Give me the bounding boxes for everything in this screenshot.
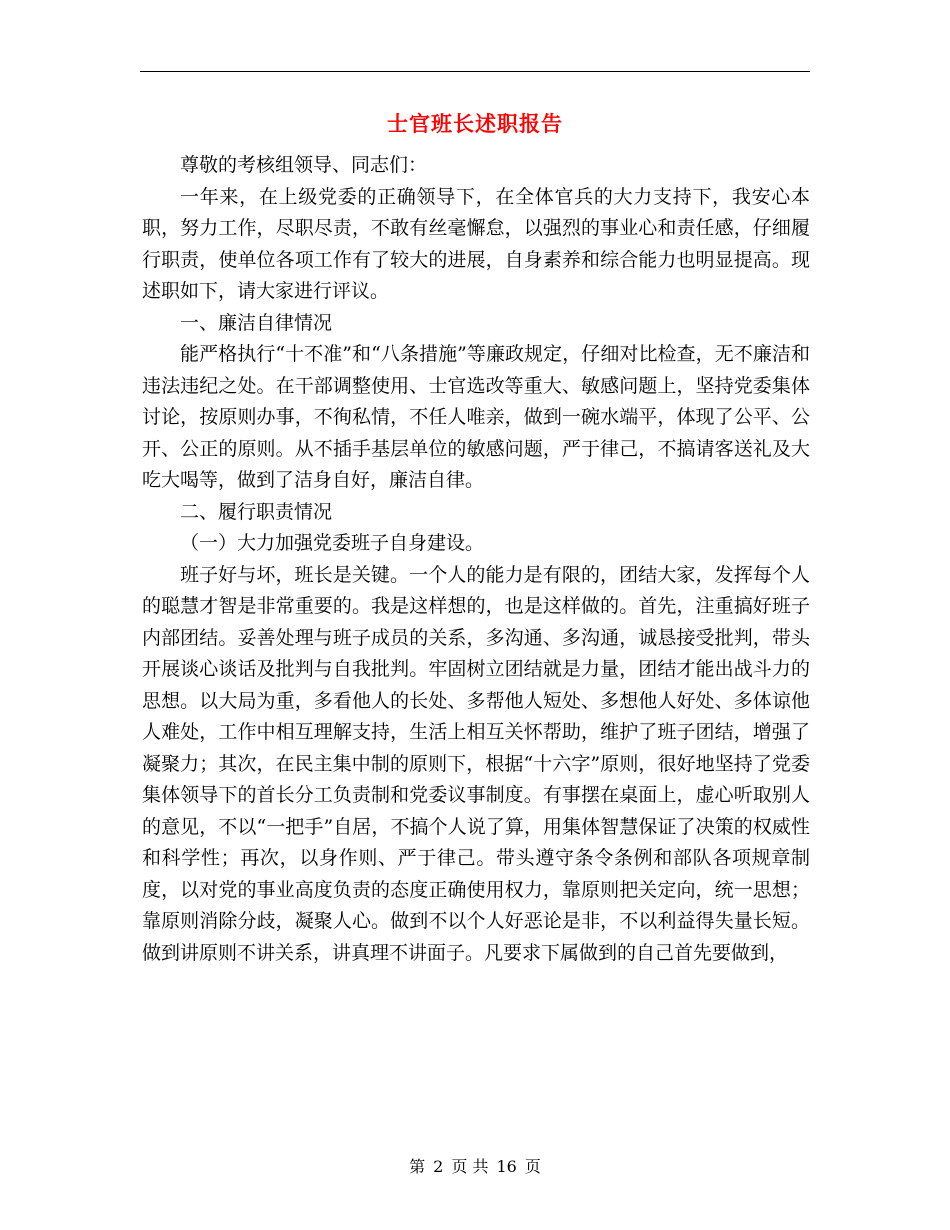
footer-total-pages: 16 <box>496 1157 517 1176</box>
footer-page-number: 2 <box>433 1157 444 1176</box>
footer-prefix: 第 <box>409 1157 426 1176</box>
header-rule <box>140 71 810 72</box>
section-heading-2: 二、履行职责情况 <box>180 500 333 523</box>
document-body <box>142 150 810 969</box>
paragraph-integrity: 能严格执行“十不准”和“八条措施”等廉政规定，仔细对比检查，无不廉洁和违法违纪之处。在干部调整使用、士官选改等重大、敏感问题上，坚持党委集体讨论，按原则办事，不徇私情，不任人唯亲，做到一碗水端平，体现了公平、公开、公正的原则。从不插手基层单位的敏感问题，严于律己，不搞请客送礼及大吃大喝等，做到了洁身自好，廉洁自律。 <box>142 343 810 491</box>
paragraph-intro: 一年来，在上级党委的正确领导下，在全体官兵的大力支持下，我安心本职，努力工作，尽职尽责，不敢有丝毫懈怠，以强烈的事业心和责任感，仔细履行职责，使单位各项工作有了较大的进展，自身素养和综合能力也明显提高。现述职如下，请大家进行评议。 <box>142 185 810 302</box>
paragraph-team-building: 班子好与坏，班长是关键。一个人的能力是有限的，团结大家，发挥每个人的聪慧才智是非常重要的。我是这样想的，也是这样做的。首先，注重搞好班子内部团结。妥善处理与班子成员的关系，多沟通、多沟通，诚恳接受批判，带头开展谈心谈话及批判与自我批判。牢固树立团结就是力量，团结才能出战斗力的思想。以大局为重，多看他人的长处、多帮他人短处、多想他人好处、多体谅他人难处，工作中相互理解支持，生活上相互关怀帮助，维护了班子团结，增强了凝聚力；其次，在民主集中制的原则下，根据“十六字”原则，很好地坚持了党委集体领导下的首长分工负责制和党委议事制度。有事摆在桌面上，虚心听取别人的意见，不以“一把手”自居，不搞个人说了算，用集体智慧保证了决策的权威性和科学性；再次，以身作则、严于律己。带头遵守条令条例和部队各项规章制度，以对党的事业高度负责的态度正确使用权力，靠原则把关定向，统一思想；靠原则消除分歧，凝聚人心。做到不以个人好恶论是非，不以利益得失量长短。做到讲原则不讲关系，讲真理不讲面子。凡要求下属做到的自己首先要做到， <box>142 563 810 964</box>
page-footer <box>0 1154 950 1177</box>
section-heading-1: 一、廉洁自律情况 <box>180 311 333 334</box>
footer-suffix: 页 <box>524 1157 541 1176</box>
subsection-heading-1: （一）大力加强党委班子自身建设。 <box>180 532 485 554</box>
salutation: 尊敬的考核组领导、同志们： <box>180 154 428 176</box>
document-title: 士官班长述职报告 <box>387 111 563 136</box>
footer-middle: 页 共 <box>451 1157 489 1176</box>
